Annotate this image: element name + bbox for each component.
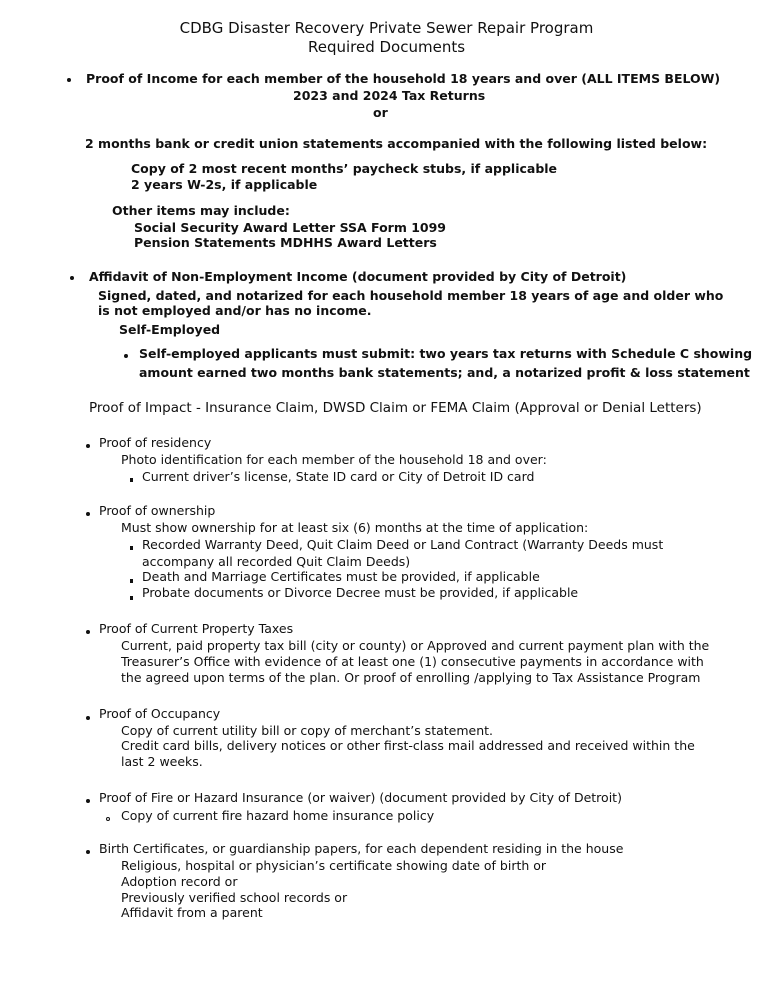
- income-w2: 2 years W-2s, if applicable: [131, 177, 318, 192]
- ownership-desc: Must show ownership for at least six (6) months at the time of application:: [121, 520, 589, 535]
- taxes-line: the agreed upon terms of the plan. Or proof of enrolling /applying to Tax Assistance Program: [121, 670, 701, 685]
- residency-heading: Proof of residency: [99, 435, 212, 450]
- bullet-dot: [124, 354, 128, 358]
- ownership-heading: Proof of ownership: [99, 503, 216, 518]
- self-employed-line: amount earned two months bank statements; and, a notarized profit & loss statement: [139, 365, 750, 380]
- income-or: or: [373, 105, 388, 120]
- insurance-heading: Proof of Fire or Hazard Insurance (or waiver) (document provided by City of Detroit): [99, 790, 622, 805]
- bullet-circle: [106, 817, 110, 821]
- affidavit-heading: Affidavit of Non-Employment Income (document provided by City of Detroit): [89, 269, 627, 284]
- bullet-dot: [67, 78, 71, 82]
- bullet-dot: [86, 444, 90, 448]
- taxes-line: Treasurer’s Office with evidence of at least one (1) consecutive payments in accordance with: [121, 654, 704, 669]
- bullet-dot: [70, 276, 74, 280]
- taxes-heading: Proof of Current Property Taxes: [99, 621, 294, 636]
- bullet-square: [130, 579, 133, 583]
- bullet-square: [130, 596, 133, 600]
- taxes-line: Current, paid property tax bill (city or county) or Approved and current payment plan with the: [121, 638, 710, 653]
- bullet-square: [130, 546, 133, 550]
- bullet-dot: [86, 799, 90, 803]
- bullet-dot: [86, 512, 90, 516]
- occupancy-heading: Proof of Occupancy: [99, 706, 221, 721]
- occupancy-line: Credit card bills, delivery notices or other first-class mail addressed and received within the: [121, 738, 695, 753]
- self-employed-line: Self-employed applicants must submit: two years tax returns with Schedule C showing: [139, 346, 753, 361]
- birth-line: Affidavit from a parent: [121, 905, 263, 920]
- document-subtitle: Required Documents: [307, 38, 466, 56]
- occupancy-line: Copy of current utility bill or copy of merchant’s statement.: [121, 723, 494, 738]
- affidavit-line: Signed, dated, and notarized for each household member 18 years of age and older who: [98, 288, 724, 303]
- ownership-item: Probate documents or Divorce Decree must be provided, if applicable: [142, 585, 579, 600]
- bullet-dot: [86, 716, 90, 720]
- self-employed-heading: Self-Employed: [119, 322, 221, 337]
- income-bank-statements: 2 months bank or credit union statements accompanied with the following listed below:: [85, 136, 708, 151]
- ownership-item: Recorded Warranty Deed, Quit Claim Deed or Land Contract (Warranty Deeds must: [142, 537, 664, 552]
- bullet-dot: [86, 850, 90, 854]
- income-other-item: Pension Statements MDHHS Award Letters: [134, 235, 437, 250]
- document-title: CDBG Disaster Recovery Private Sewer Repair Program: [179, 19, 594, 37]
- bullet-square: [130, 478, 133, 482]
- income-paystubs: Copy of 2 most recent months’ paycheck stubs, if applicable: [131, 161, 558, 176]
- income-heading: Proof of Income for each member of the household 18 years and over (ALL ITEMS BELOW): [86, 71, 721, 86]
- ownership-item: Death and Marriage Certificates must be provided, if applicable: [142, 569, 540, 584]
- affidavit-line: is not employed and/or has no income.: [98, 303, 372, 318]
- birth-heading: Birth Certificates, or guardianship papers, for each dependent residing in the house: [99, 841, 624, 856]
- bullet-dot: [86, 630, 90, 634]
- occupancy-line: last 2 weeks.: [121, 754, 203, 769]
- income-other-item: Social Security Award Letter SSA Form 1099: [134, 220, 446, 235]
- residency-item: Current driver’s license, State ID card or City of Detroit ID card: [142, 469, 535, 484]
- insurance-item: Copy of current fire hazard home insurance policy: [121, 808, 435, 823]
- impact-heading: Proof of Impact - Insurance Claim, DWSD Claim or FEMA Claim (Approval or Denial Letters): [89, 400, 702, 416]
- income-tax-returns: 2023 and 2024 Tax Returns: [293, 88, 486, 103]
- birth-line: Religious, hospital or physician’s certificate showing date of birth or: [121, 858, 547, 873]
- residency-desc: Photo identification for each member of the household 18 and over:: [121, 452, 547, 467]
- birth-line: Previously verified school records or: [121, 890, 348, 905]
- ownership-item-cont: accompany all recorded Quit Claim Deeds): [142, 554, 411, 569]
- birth-line: Adoption record or: [121, 874, 238, 889]
- income-other-heading: Other items may include:: [112, 203, 290, 218]
